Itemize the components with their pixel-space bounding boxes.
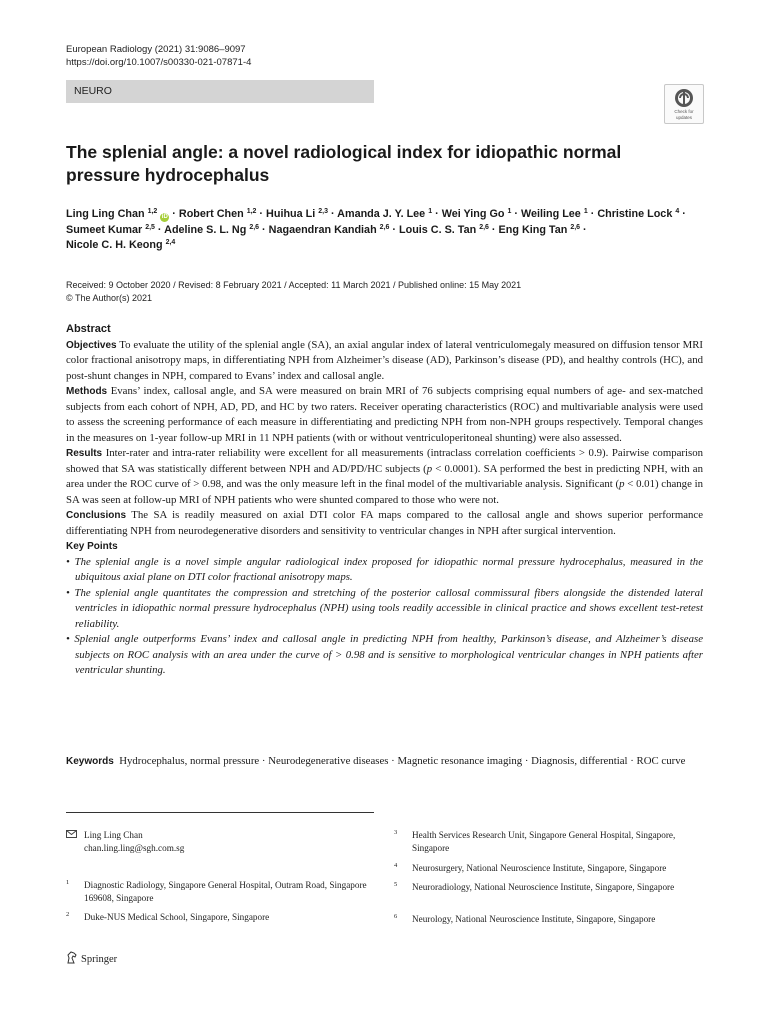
check-for-updates-badge[interactable]	[664, 84, 704, 124]
check-for-updates-line1: Check for	[674, 109, 694, 114]
author[interactable]: Adeline S. L. Ng $^{2,6}$	[164, 223, 260, 236]
author[interactable]: Eng King Tan $^{2,6}$	[498, 223, 581, 236]
publisher-name: Springer	[81, 954, 118, 965]
author[interactable]: Wei Ying Go $^1$	[441, 208, 512, 220]
affiliation: 2 Duke-NUS Medical School, Singapore, Singapore	[66, 911, 270, 922]
keyword[interactable]: Hydrocephalus, normal pressure	[119, 755, 260, 767]
author[interactable]: Amanda J. Y. Lee $^1$	[337, 208, 433, 220]
publisher-footer	[66, 951, 117, 965]
methods-label: Methods	[66, 386, 108, 397]
abstract-objectives: Objectives To evaluate the utility of the splenial angle (SA), an axial angular index of lateral ventriculomegaly measured on diffusion tensor MRI color fractional anisotropy maps, in differentiating NPH from Alzheimer’s disease (AD), Parkinson’s disease (PD), and healthy controls (HC), and post-shunt changes in NPH, compared to Evans’ index and callosal angle.	[66, 338, 703, 382]
key-point: • Splenial angle outperforms Evans’ index and callosal angle in predicting NPH from healthy, Parkinson’s disease, and Alzheimer’s disease subjects on ROC analysis with an area under the curve of > 0.98 and is sensitive to morphological ventricular changes in NPH patients after ventricular shunting.	[66, 633, 703, 676]
springer-horse-icon	[66, 951, 78, 964]
journal-header	[66, 43, 251, 69]
keyword[interactable]: Diagnosis, differential	[531, 755, 628, 767]
key-points-heading: Key Points	[66, 541, 118, 552]
check-for-updates-line2: updates	[675, 115, 692, 120]
check-for-updates-icon	[674, 88, 694, 108]
abstract-conclusions: Conclusions The SA is readily measured on axial DTI color FA maps compared to the callosal angle and shows superior performance differentiating NPH from neurodegenerative disorders and sensitivity to ventricular changes in NPH after surgical intervention.	[66, 509, 703, 537]
date-history: Received: 9 October 2020 / Revised: 8 February 2021 / Accepted: 11 March 2021 / Published online: 15 May 2021	[66, 280, 522, 290]
affiliation: 6 Neurology, National Neuroscience Institute, Singapore, Singapore	[394, 913, 656, 924]
author[interactable]: Sumeet Kumar $^{2,5}$	[66, 223, 155, 236]
key-point: • The splenial angle is a novel simple angular radiological index proposed for idiopathic normal pressure hydrocephalus, measured in the ubiquitous axial plane on DTI color fractional anisotropy maps.	[66, 555, 703, 583]
affiliation: 5 Neuroradiology, National Neuroscience Institute, Singapore, Singapore	[394, 881, 675, 892]
abstract-heading: Abstract	[66, 323, 111, 335]
conclusions-label: Conclusions	[66, 510, 127, 521]
author[interactable]: Weiling Lee $^1$	[521, 208, 588, 220]
author[interactable]: Ling Ling Chan $^{1,2}$ iD	[66, 208, 168, 220]
author[interactable]: Louis C. S. Tan $^{2,6}$	[399, 223, 489, 236]
correspondence-email[interactable]: chan.ling.ling@sgh.com.sg	[84, 843, 185, 853]
author[interactable]: Huihua Li $^{2,3}$	[266, 208, 328, 220]
envelope-icon	[66, 830, 77, 838]
article-title: The splenial angle: a novel radiological index for idiopathic normal pressure hydrocephalus	[66, 142, 622, 185]
correspondence-name: Ling Ling Chan	[84, 830, 143, 840]
keyword[interactable]: ROC curve	[636, 755, 686, 767]
author[interactable]: Nicole C. H. Keong $^{2,4}$	[66, 239, 176, 251]
copyright-notice: © The Author(s) 2021	[66, 293, 153, 303]
affiliation: 3 Health Services Research Unit, Singapore General Hospital, Singapore, Singapore	[394, 829, 676, 853]
keywords: Keywords Hydrocephalus, normal pressure · Neurodegenerative diseases · Magnetic resonance imaging · Diagnosis, differential · ROC curve	[66, 755, 686, 767]
correspondence	[66, 829, 366, 855]
abstract	[66, 322, 703, 679]
results-label: Results	[66, 448, 103, 459]
author[interactable]: Christine Lock $^4$	[597, 208, 680, 220]
author-list: Ling Ling Chan $^{1,2}$ iD · Robert Chen $^{1,2}$ · Huihua Li $^{2,3}$ · Amanda J. Y. Lee $^1$ · Wei Ying Go $^1$ · Weiling Lee $^1$ · Christine Lock $^4$ · Sumeet Kumar $^{2,5}$ · Adeline S. L. Ng $^{2,6}$ · Nagaendran Kandiah $^{2,6}$ · Louis C. S. Tan $^{2,6}$ · Eng King Tan $^{2,6}$ · Nicole C. H. Keong $^{2,4}$	[66, 208, 686, 251]
author[interactable]: Nagaendran Kandiah $^{2,6}$	[268, 223, 390, 236]
abstract-methods: Methods Evans’ index, callosal angle, and SA were measured on brain MRI of 76 subjects comprising equal numbers of age- and sex-matched subjects from each cohort of NPH, AD, PD, and HC by two raters. Receiver operating characteristics (ROC) and multivariable analysis were used to assess the screening performance of each measure in differentiating and predicting NPH from non-NPH groups respectively. Temporal changes in the measures on 1-year follow-up MRI in 11 NPH patients (with or without ventriculoperitoneal shunting) were also assessed.	[66, 385, 703, 444]
keyword[interactable]: Neurodegenerative diseases	[268, 755, 389, 767]
journal-citation: European Radiology (2021) 31:9086–9097	[66, 44, 246, 55]
affiliation: 1 Diagnostic Radiology, Singapore General Hospital, Outram Road, Singapore 169608, Singapore	[66, 879, 367, 903]
key-points-list	[66, 555, 703, 679]
doi-link[interactable]: https://doi.org/10.1007/s00330-021-07871-4	[66, 57, 252, 68]
section-label: NEURO	[66, 80, 374, 103]
abstract-results: Results Inter-rater and intra-rater reliability were excellent for all measurements (intraclass correlation coefficients > 0.9). Pairwise comparison showed that SA was statistically different between NPH and AD/PD/HC subjects (p < 0.0001). SA performed the best in predicting NPH, with an area under the ROC curve of > 0.98, and was the only measure left in the final model of the multivariable analysis. Significant (p < 0.01) change in SA was seen at follow-up MRI of NPH patients who were shunted compared to those who were not.	[66, 447, 704, 506]
author[interactable]: Robert Chen $^{1,2}$	[178, 208, 257, 220]
orcid-icon[interactable]: iD	[161, 214, 168, 220]
footnote-divider	[66, 812, 374, 813]
affiliation: 4 Neurosurgery, National Neuroscience Institute, Singapore, Singapore	[394, 862, 667, 873]
keywords-label: Keywords	[66, 756, 114, 767]
objectives-label: Objectives	[66, 339, 117, 351]
key-point: • The splenial angle quantitates the compression and stretching of the posterior callosal commissural fibers alongside the distended lateral ventricles in idiopathic normal pressure hydrocephalus (NPH) using tools readily accessible in clinical practice and shows excellent test-retest reliability.	[66, 586, 703, 630]
publication-dates	[66, 279, 521, 305]
keyword[interactable]: Magnetic resonance imaging	[397, 755, 523, 767]
